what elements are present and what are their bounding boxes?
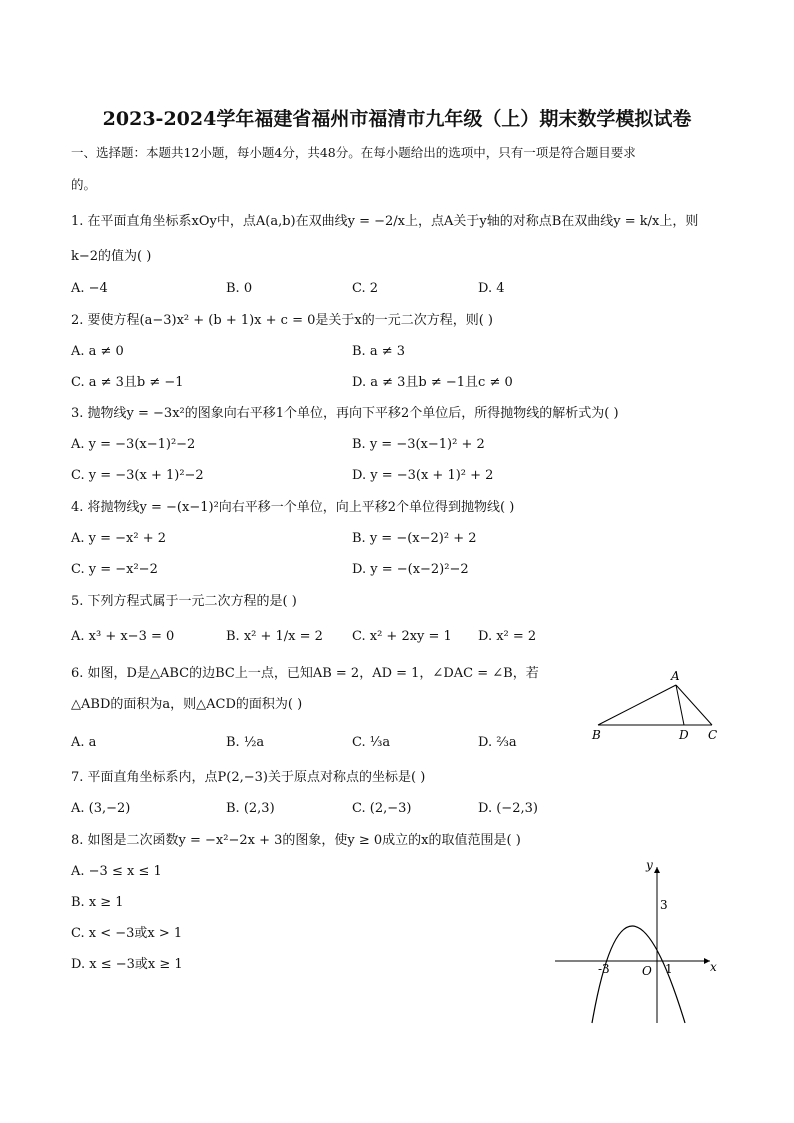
segment-ac (676, 685, 712, 725)
question-3-stem: 3. 抛物线y = −3x²的图象向右平移1个单位，再向下平移2个单位后，所得抛物线的解析式为( ) (71, 406, 619, 421)
q7-option-d: D. (−2,3) (478, 801, 538, 816)
triangle-figure (586, 666, 726, 746)
q1-option-a: A. −4 (71, 281, 108, 296)
q4-option-a: A. y = −x² + 2 (71, 531, 167, 546)
q2-option-b: B. a ≠ 3 (352, 344, 405, 359)
q3-option-b: B. y = −3(x−1)² + 2 (352, 437, 485, 452)
question-5-stem: 5. 下列方程式属于一元二次方程的是( ) (71, 594, 297, 609)
q2-option-d: D. a ≠ 3且b ≠ −1且c ≠ 0 (352, 375, 513, 390)
label-neg3: -3 (598, 962, 610, 976)
question-6-stem-cont: △ABD的面积为a，则△ACD的面积为( ) (71, 697, 303, 712)
q4-option-b: B. y = −(x−2)² + 2 (352, 531, 477, 546)
q1-option-b: B. 0 (226, 281, 253, 296)
q5-option-b: B. x² + 1/x = 2 (226, 629, 323, 644)
label-b: B (592, 728, 601, 742)
q2-option-c: C. a ≠ 3且b ≠ −1 (71, 375, 184, 390)
q8-option-c: C. x < −3或x > 1 (71, 926, 183, 941)
segment-ad (676, 685, 684, 725)
q1-option-c: C. 2 (352, 281, 379, 296)
q6-option-a: A. a (71, 735, 97, 750)
label-a: A (671, 669, 680, 683)
q7-option-c: C. (2,−3) (352, 801, 412, 816)
label-y-intercept: 3 (660, 898, 668, 912)
section-heading: 一、选择题：本题共12小题，每小题4分，共48分。在每小题给出的选项中，只有一项是符合题目要求 (71, 145, 636, 160)
q5-option-a: A. x³ + x−3 = 0 (71, 629, 175, 644)
label-y: y (646, 858, 653, 872)
label-origin: O (642, 964, 652, 978)
q7-option-a: A. (3,−2) (71, 801, 131, 816)
question-6-stem: 6. 如图，D是△ABC的边BC上一点，已知AB = 2，AD = 1，∠DAC = ∠B，若 (71, 666, 539, 681)
q6-option-d: D. ⅔a (478, 735, 517, 750)
parabola-graph (550, 855, 730, 1030)
label-c: C (708, 728, 718, 742)
section-heading-cont: 的。 (71, 177, 97, 192)
q1-option-d: D. 4 (478, 281, 505, 296)
q4-option-d: D. y = −(x−2)²−2 (352, 562, 469, 577)
q2-option-a: A. a ≠ 0 (71, 344, 124, 359)
question-8-stem: 8. 如图是二次函数y = −x²−2x + 3的图象，使y ≥ 0成立的x的取值范围是( ) (71, 833, 521, 848)
q4-option-c: C. y = −x²−2 (71, 562, 158, 577)
question-4-stem: 4. 将抛物线y = −(x−1)²向右平移一个单位，向上平移2个单位得到抛物线( ) (71, 500, 515, 515)
q8-option-b: B. x ≥ 1 (71, 895, 124, 910)
segment-ab (598, 685, 676, 725)
q6-option-c: C. ⅓a (352, 735, 391, 750)
q3-option-a: A. y = −3(x−1)²−2 (71, 437, 196, 452)
question-1-stem: 1. 在平面直角坐标系xOy中，点A(a,b)在双曲线y = −2/x上，点A关于y轴的对称点B在双曲线y = k/x上，则 (71, 214, 699, 229)
page-title: 2023-2024学年福建省福州市福清市九年级（上）期末数学模拟试卷 (102, 108, 692, 130)
q7-option-b: B. (2,3) (226, 801, 275, 816)
q8-option-d: D. x ≤ −3或x ≥ 1 (71, 957, 183, 972)
q3-option-d: D. y = −3(x + 1)² + 2 (352, 468, 494, 483)
label-x: x (710, 960, 717, 974)
q6-option-b: B. ½a (226, 735, 265, 750)
q5-option-d: D. x² = 2 (478, 629, 537, 644)
question-7-stem: 7. 平面直角坐标系内，点P(2,−3)关于原点对称点的坐标是( ) (71, 770, 426, 785)
label-one: 1 (665, 962, 673, 976)
label-d: D (679, 728, 689, 742)
question-2-stem: 2. 要使方程(a−3)x² + (b + 1)x + c = 0是关于x的一元二次方程，则( ) (71, 313, 493, 328)
q5-option-c: C. x² + 2xy = 1 (352, 629, 452, 644)
q3-option-c: C. y = −3(x + 1)²−2 (71, 468, 204, 483)
question-1-stem-cont: k−2的值为( ) (71, 249, 152, 264)
q8-option-a: A. −3 ≤ x ≤ 1 (71, 864, 162, 879)
